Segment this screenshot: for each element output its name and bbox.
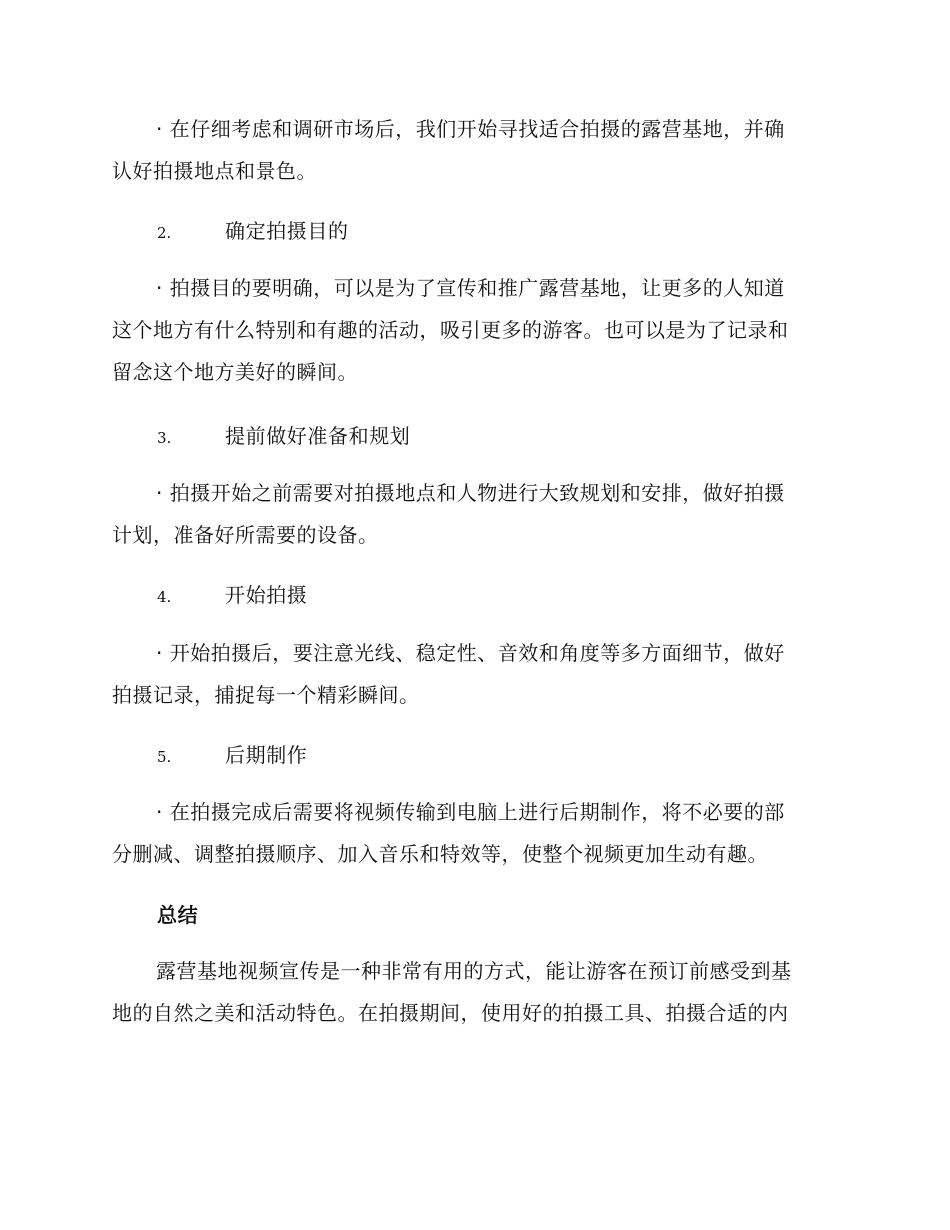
section-title: 开始拍摄 [225, 583, 308, 607]
paragraph-line: · 拍摄开始之前需要对拍摄地点和人物进行大致规划和安排，做好拍摄 [156, 481, 785, 505]
paragraph-line: 分删减、调整拍摄顺序、加入音乐和特效等，使整个视频更加生动有趣。 [112, 842, 768, 866]
section-title: 提前做好准备和规划 [225, 424, 411, 448]
paragraph-shooting-purpose [112, 267, 789, 393]
paragraph-line: · 拍摄目的要明确，可以是为了宣传和推广露营基地，让更多的人知道 [156, 276, 785, 300]
section-heading-3 [157, 421, 410, 451]
summary-heading: 总结 [157, 903, 199, 927]
paragraph-line: 地的自然之美和活动特色。在拍摄期间，使用好的拍摄工具、拍摄合适的内 [112, 1001, 789, 1025]
section-number: 2. [157, 224, 172, 242]
paragraph-start-shooting [112, 632, 785, 716]
paragraph-line: 认好拍摄地点和景色。 [112, 159, 317, 183]
section-heading-2 [157, 216, 349, 246]
section-number: 4. [157, 588, 172, 606]
paragraph-line: 露营基地视频宣传是一种非常有用的方式，能让游客在预订前感受到基 [156, 959, 792, 983]
paragraph-line: 计划，准备好所需要的设备。 [112, 523, 379, 547]
section-number: 5. [157, 748, 172, 766]
section-title: 确定拍摄目的 [225, 219, 349, 243]
section-heading-4 [157, 580, 307, 610]
section-title: 后期制作 [225, 743, 308, 767]
paragraph-summary [112, 950, 792, 1034]
paragraph-line: · 在仔细考虑和调研市场后，我们开始寻找适合拍摄的露营基地，并确 [156, 117, 785, 141]
paragraph-post-production [112, 791, 785, 875]
paragraph-line: 拍摄记录，捕捉每一个精彩瞬间。 [112, 683, 420, 707]
paragraph-market-research [112, 108, 785, 192]
paragraph-line: 留念这个地方美好的瞬间。 [112, 360, 358, 384]
paragraph-line: · 在拍摄完成后需要将视频传输到电脑上进行后期制作，将不必要的部 [156, 800, 785, 824]
paragraph-line: 这个地方有什么特别和有趣的活动，吸引更多的游客。也可以是为了记录和 [112, 318, 789, 342]
section-number: 3. [157, 429, 172, 447]
section-heading-5 [157, 740, 307, 770]
paragraph-preparation [112, 472, 785, 556]
paragraph-line: · 开始拍摄后，要注意光线、稳定性、音效和角度等多方面细节，做好 [156, 641, 785, 665]
